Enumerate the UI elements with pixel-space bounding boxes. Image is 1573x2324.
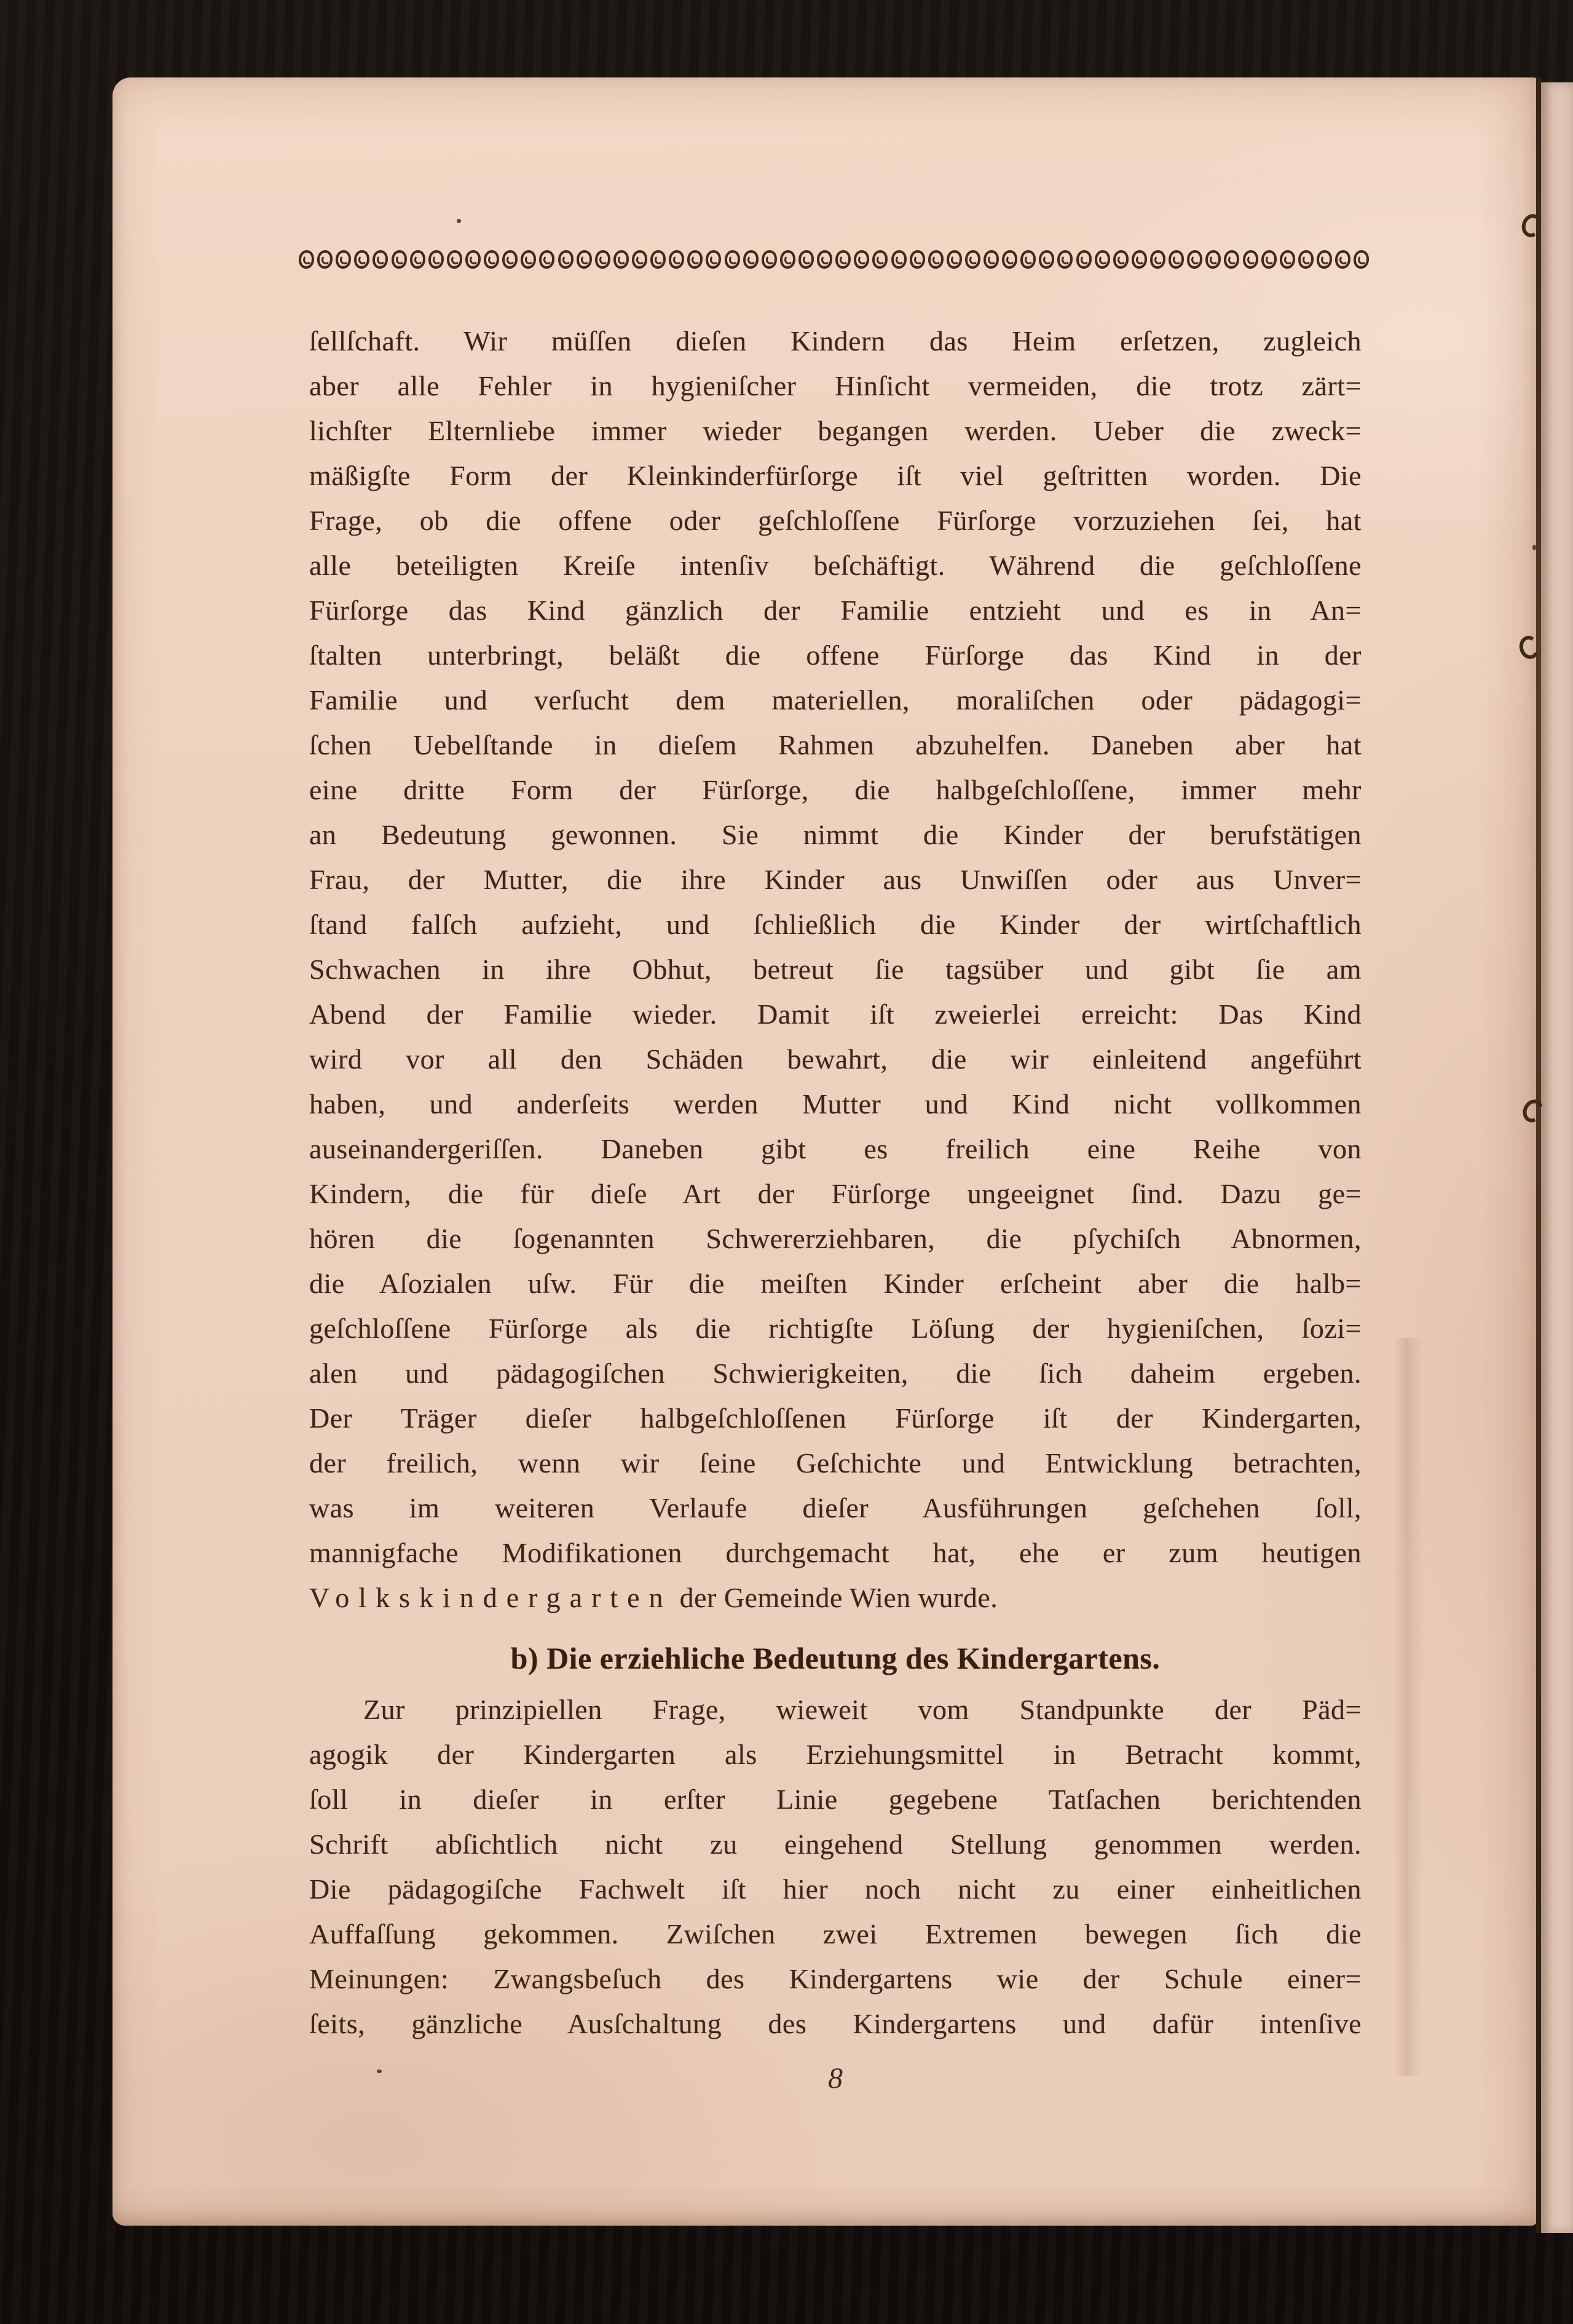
chain-link-icon: [780, 250, 795, 269]
chain-link-icon: [1002, 250, 1017, 269]
chain-link-icon: [1057, 250, 1073, 269]
chain-link-icon: [1354, 250, 1369, 269]
chain-link-icon: [1280, 250, 1295, 269]
chain-link-icon: [595, 250, 610, 269]
text-line: alen und pädagogiſchen Schwierigkeiten, die ſich daheim ergeben.: [309, 1358, 1362, 1389]
text-line: Fürſorge das Kind gänzlich der Familie entzieht und es in An=: [309, 595, 1362, 626]
chain-link-icon: [965, 250, 980, 269]
chain-link-icon: [910, 250, 925, 269]
text-line: mäßigſte Form der Kleinkinderfürſorge iſt viel geſtritten worden. Die: [309, 460, 1362, 491]
chain-link-icon: [706, 250, 721, 269]
chain-link-icon: [817, 250, 832, 269]
chain-link-icon: [1113, 250, 1129, 269]
chain-link-icon: [558, 250, 574, 269]
text-line: Meinungen: Zwangsbeſuch des Kindergartens wie der Schule einer=: [309, 1963, 1362, 1994]
chain-link-icon: [687, 250, 703, 269]
text-line: Frau, der Mutter, die ihre Kinder aus Unwiſſen oder aus Unver=: [309, 864, 1362, 895]
chain-link-icon: [984, 250, 999, 269]
text-line: Der Träger dieſer halbgeſchloſſenen Fürſorge iſt der Kindergarten,: [309, 1402, 1362, 1434]
chain-link-icon: [299, 250, 314, 269]
chain-link-icon: [928, 250, 944, 269]
paper-speck: [377, 2069, 382, 2073]
text-line: auseinandergeriſſen. Daneben gibt es freilich eine Reihe von: [309, 1133, 1362, 1164]
paper-speck: [457, 219, 461, 223]
chain-link-icon: [1261, 250, 1277, 269]
chain-link-icon: [650, 250, 666, 269]
chain-link-icon: [336, 250, 351, 269]
chain-link-icon: [392, 250, 407, 269]
chain-link-icon: [354, 250, 369, 269]
chain-link-icon: [373, 250, 388, 269]
text-line: Abend der Familie wieder. Damit iſt zweierlei erreicht: Das Kind: [309, 998, 1362, 1030]
chain-border-ornament: [299, 248, 1370, 271]
text-line: agogik der Kindergarten als Erziehungsmittel in Betracht kommt,: [309, 1739, 1362, 1770]
book-page: [112, 77, 1537, 2226]
chain-link-icon: [1132, 250, 1147, 269]
chain-link-icon: [669, 250, 684, 269]
chain-link-icon: [1298, 250, 1314, 269]
section-heading: b) Die erziehliche Bedeutung des Kindergartens.: [510, 1641, 1161, 1675]
text-line: geſchloſſene Fürſorge als die richtigſte Löſung der hygieniſchen, ſozi=: [309, 1313, 1362, 1344]
facing-page-edge: [1541, 82, 1573, 2233]
chain-link-icon: [1039, 250, 1054, 269]
chain-link-icon: [613, 250, 629, 269]
text-line: ſtand falſch aufzieht, und ſchließlich die Kinder der wirtſchaftlich: [309, 909, 1362, 940]
text-line: Die pädagogiſche Fachwelt iſt hier noch nicht zu einer einheitlichen: [309, 1873, 1362, 1905]
text-line: ſeits, gänzliche Ausſchaltung des Kindergartens und dafür intenſive: [309, 2008, 1362, 2039]
chain-link-icon: [521, 250, 536, 269]
text-line: Auffaſſung gekommen. Zwiſchen zwei Extremen bewegen ſich die: [309, 1918, 1362, 1950]
text-line: [309, 1575, 1362, 1620]
paragraph-second: [309, 1687, 1362, 2046]
page-crease: [1394, 1338, 1422, 2076]
chain-link-icon: [447, 250, 462, 269]
text-line: Zur prinzipiellen Frage, wieweit vom Standpunkte der Päd=: [363, 1694, 1362, 1725]
chain-link-icon: [854, 250, 869, 269]
chain-link-icon: [502, 250, 518, 269]
text-line: ſoll in dieſer in erſter Linie gegebene Tatſachen berichtenden: [309, 1784, 1362, 1815]
chain-link-icon: [1150, 250, 1165, 269]
page-text: [309, 318, 1362, 2101]
chain-link-icon: [465, 250, 481, 269]
text-line: die Aſozialen uſw. Für die meiſten Kinder erſcheint aber die halb=: [309, 1268, 1362, 1299]
chain-link-icon: [1317, 250, 1332, 269]
text-line: alle beteiligten Kreiſe intenſiv beſchäftigt. Während die geſchloſſene: [309, 550, 1362, 581]
text-line-rest: der Gemeinde Wien wurde.: [672, 1582, 998, 1613]
text-line: was im weiteren Verlaufe dieſer Ausführungen geſchehen ſoll,: [309, 1492, 1362, 1524]
chain-link-icon: [743, 250, 759, 269]
chain-link-icon: [1169, 250, 1184, 269]
chain-link-icon: [1243, 250, 1258, 269]
emphasized-word: Volkskindergarten: [309, 1582, 672, 1613]
text-line: ſchen Uebelſtande in dieſem Rahmen abzuhelfen. Daneben aber hat: [309, 729, 1362, 761]
chain-link-icon: [484, 250, 499, 269]
chain-link-icon: [1020, 250, 1036, 269]
text-line: Kindern, die für dieſe Art der Fürſorge ungeeignet ſind. Dazu ge=: [309, 1178, 1362, 1209]
chain-link-icon: [1224, 250, 1239, 269]
chain-link-icon: [947, 250, 962, 269]
chain-link-icon: [1095, 250, 1110, 269]
text-line: hören die ſogenannten Schwererziehbaren, die pſychiſch Abnormen,: [309, 1223, 1362, 1254]
chain-link-icon: [1187, 250, 1202, 269]
paragraph-continued: [309, 318, 1362, 1575]
chain-link-icon: [539, 250, 554, 269]
text-line: lichſter Elternliebe immer wieder begangen werden. Ueber die zweck=: [309, 415, 1362, 446]
chain-link-icon: [1335, 250, 1350, 269]
text-line: an Bedeutung gewonnen. Sie nimmt die Kinder der berufstätigen: [309, 819, 1362, 850]
chain-link-icon: [725, 250, 740, 269]
chain-link-icon: [577, 250, 592, 269]
chain-link-icon: [835, 250, 851, 269]
text-line: der freilich, wenn wir ſeine Geſchichte und Entwicklung betrachten,: [309, 1447, 1362, 1479]
chain-link-icon: [1076, 250, 1092, 269]
chain-link-icon: [891, 250, 907, 269]
chain-link-icon: [1205, 250, 1221, 269]
chain-link-icon: [317, 250, 333, 269]
text-line: eine dritte Form der Fürſorge, die halbgeſchloſſene, immer mehr: [309, 774, 1362, 805]
text-line: wird vor all den Schäden bewahrt, die wir einleitend angeführt: [309, 1043, 1362, 1075]
text-line: Familie und verſucht dem materiellen, moraliſchen oder pädagogi=: [309, 684, 1362, 716]
page-number: 8: [828, 2062, 843, 2095]
chain-link-icon: [428, 250, 444, 269]
chain-link-icon: [762, 250, 777, 269]
page-gap-line: [1536, 77, 1541, 2233]
chain-link-icon: [632, 250, 647, 269]
text-line: Schwachen in ihre Obhut, betreut ſie tagsüber und gibt ſie am: [309, 954, 1362, 985]
text-line: ſellſchaft. Wir müſſen dieſen Kindern das Heim erſetzen, zugleich: [309, 325, 1362, 357]
text-line: Schrift abſichtlich nicht zu eingehend Stellung genommen werden.: [309, 1828, 1362, 1860]
text-line: mannigfache Modifikationen durchgemacht hat, ehe er zum heutigen: [309, 1537, 1362, 1568]
chain-link-icon: [872, 250, 888, 269]
text-line: aber alle Fehler in hygieniſcher Hinſicht vermeiden, die trotz zärt=: [309, 370, 1362, 401]
text-line: haben, und anderſeits werden Mutter und Kind nicht vollkommen: [309, 1088, 1362, 1120]
text-line: ſtalten unterbringt, beläßt die offene Fürſorge das Kind in der: [309, 639, 1362, 671]
chain-link-icon: [410, 250, 425, 269]
chain-link-icon: [798, 250, 814, 269]
text-line: Frage, ob die offene oder geſchloſſene Fürſorge vorzuziehen ſei, hat: [309, 505, 1362, 536]
